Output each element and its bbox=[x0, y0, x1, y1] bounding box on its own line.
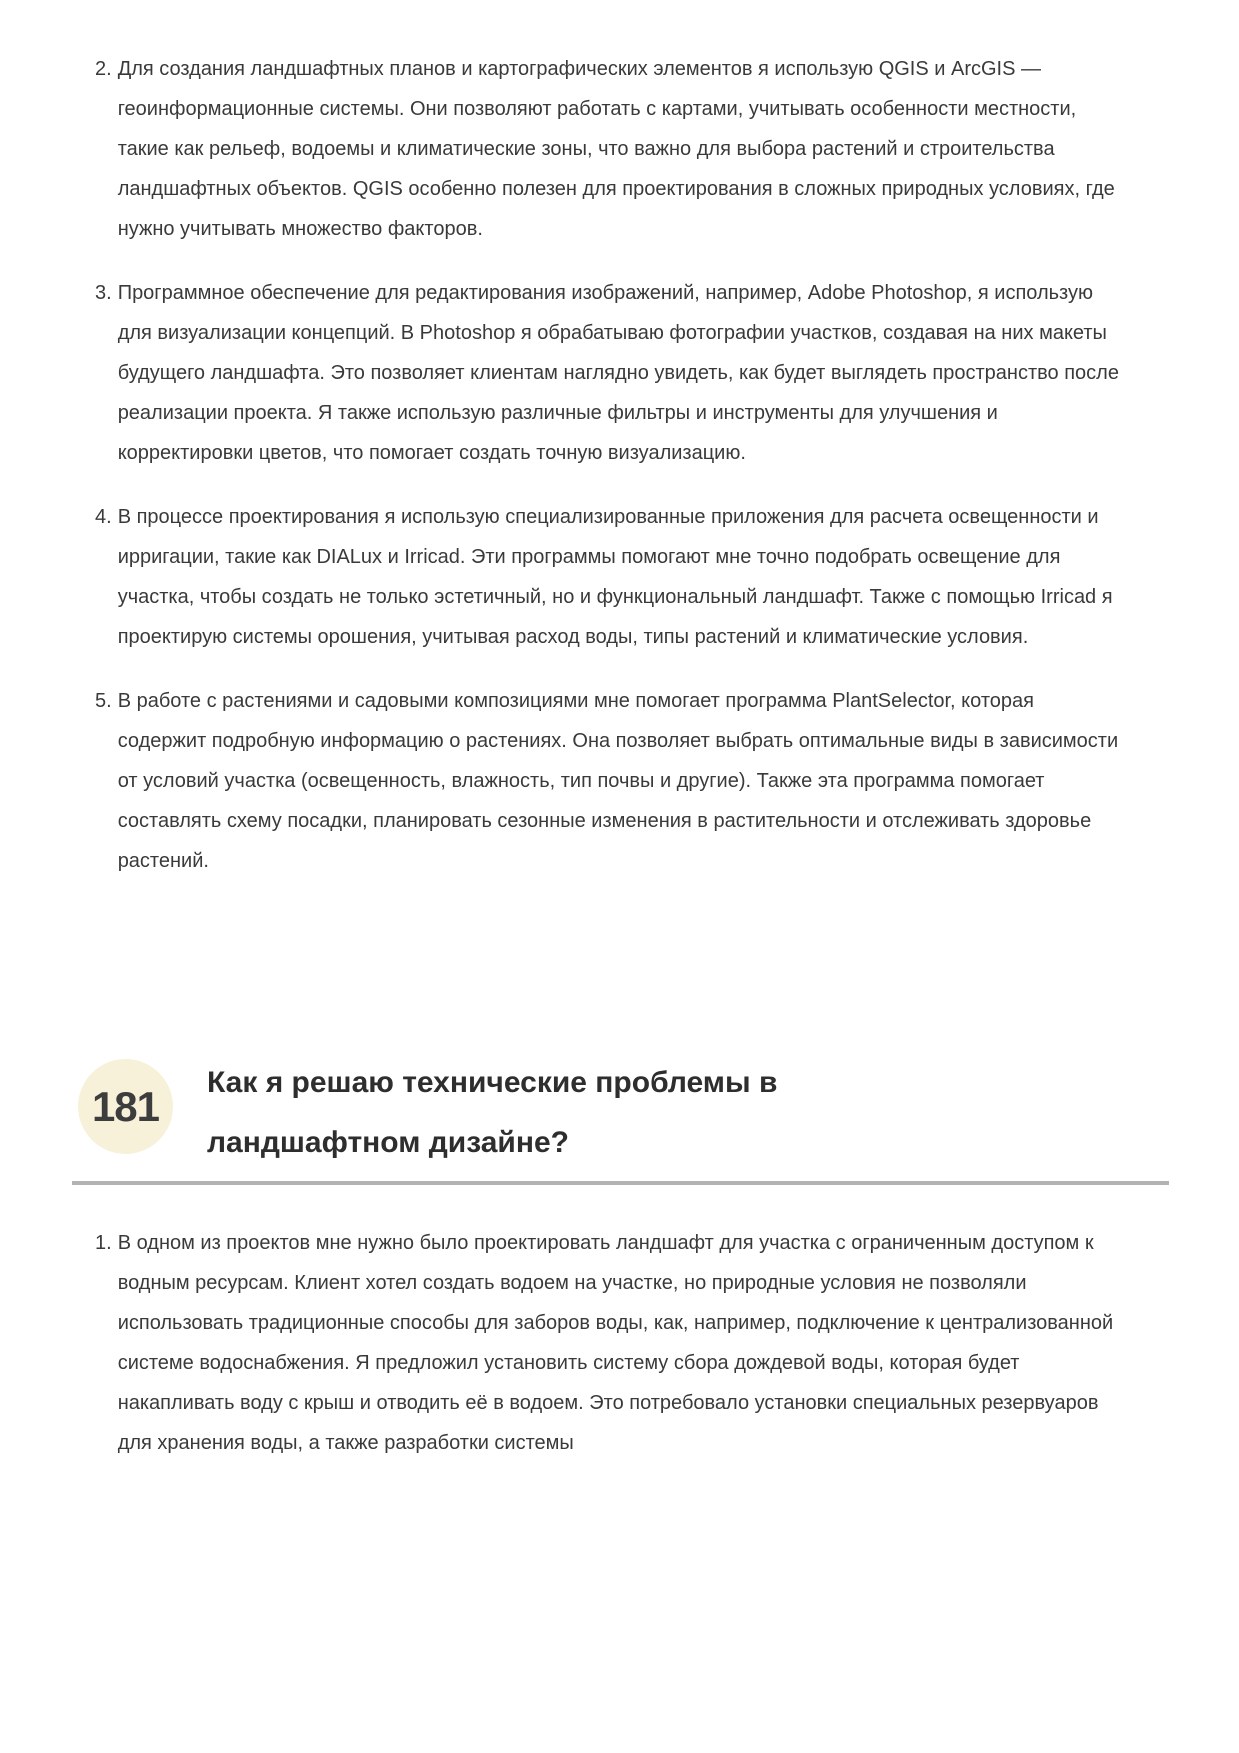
section-title: Как я решаю технические проблемы в ландшафтном дизайне? bbox=[207, 1066, 778, 1159]
list-item bbox=[95, 49, 1149, 249]
list-item-number: 1. bbox=[95, 1232, 112, 1254]
section-divider bbox=[72, 1181, 1169, 1185]
list-item-number: 3. bbox=[95, 282, 112, 304]
question-number: 181 bbox=[91, 1082, 160, 1130]
list-item bbox=[95, 681, 1149, 881]
list-item-number: 2. bbox=[95, 58, 112, 80]
list-item-text: Программное обеспечение для редактирования изображений, например, Adobe Photoshop, я использую для визуализации концепций. В Photoshop я обрабатываю фотографии участков, создавая на них макеты будущего ландшафта. Это позволяет клиентам наглядно увидеть, как будет выглядеть пространство после реализации проекта. Я также использую различные фильтры и инструменты для улучшения и корректировки цветов, что помогает создать точную визуализацию. bbox=[117, 282, 1119, 464]
list-item-number: 4. bbox=[95, 506, 112, 528]
list-item-number: 5. bbox=[95, 690, 112, 712]
list-item bbox=[95, 497, 1149, 657]
list-item-text: В работе с растениями и садовыми композициями мне помогает программа PlantSelector, которая содержит подробную информацию о растениях. Она позволяет выбрать оптимальные виды в зависимости от условий участка (освещенность, влажность, тип почвы и другие). Также эта программа помогает составлять схему посадки, планировать сезонные изменения в растительности и отслеживать здоровье растений. bbox=[117, 690, 1119, 872]
numbered-list-bottom bbox=[95, 1223, 1149, 1463]
section-header bbox=[78, 1059, 1149, 1173]
question-number-badge bbox=[78, 1059, 173, 1154]
numbered-list-top bbox=[95, 49, 1149, 881]
list-item bbox=[95, 273, 1149, 473]
list-item-text: В процессе проектирования я использую специализированные приложения для расчета освещенности и ирригации, такие как DIALux и Irricad. Эти программы помогают мне точно подобрать освещение для участка, чтобы создать не только эстетичный, но и функциональный ландшафт. Также с помощью Irricad я проектирую системы орошения, учитывая расход воды, типы растений и климатические условия. bbox=[117, 506, 1113, 648]
list-item-text: В одном из проектов мне нужно было проектировать ландшафт для участка с ограниченным доступом к водным ресурсам. Клиент хотел создать водоем на участке, но природные условия не позволяли использовать традиционные способы для заборов воды, как, например, подключение к централизованной системе водоснабжения. Я предложил установить систему сбора дождевой воды, которая будет накапливать воду с крыш и отводить её в водоем. Это потребовало установки специальных резервуаров для хранения воды, а также разработки системы bbox=[117, 1232, 1114, 1454]
list-item bbox=[95, 1223, 1149, 1463]
list-item-text: Для создания ландшафтных планов и картографических элементов я использую QGIS и ArcGIS — геоинформационные системы. Они позволяют работать с картами, учитывать особенности местности, такие как рельеф, водоемы и климатические зоны, что важно для выбора растений и строительства ландшафтных объектов. QGIS особенно полезен для проектирования в сложных природных условиях, где нужно учитывать множество факторов. bbox=[117, 58, 1115, 240]
